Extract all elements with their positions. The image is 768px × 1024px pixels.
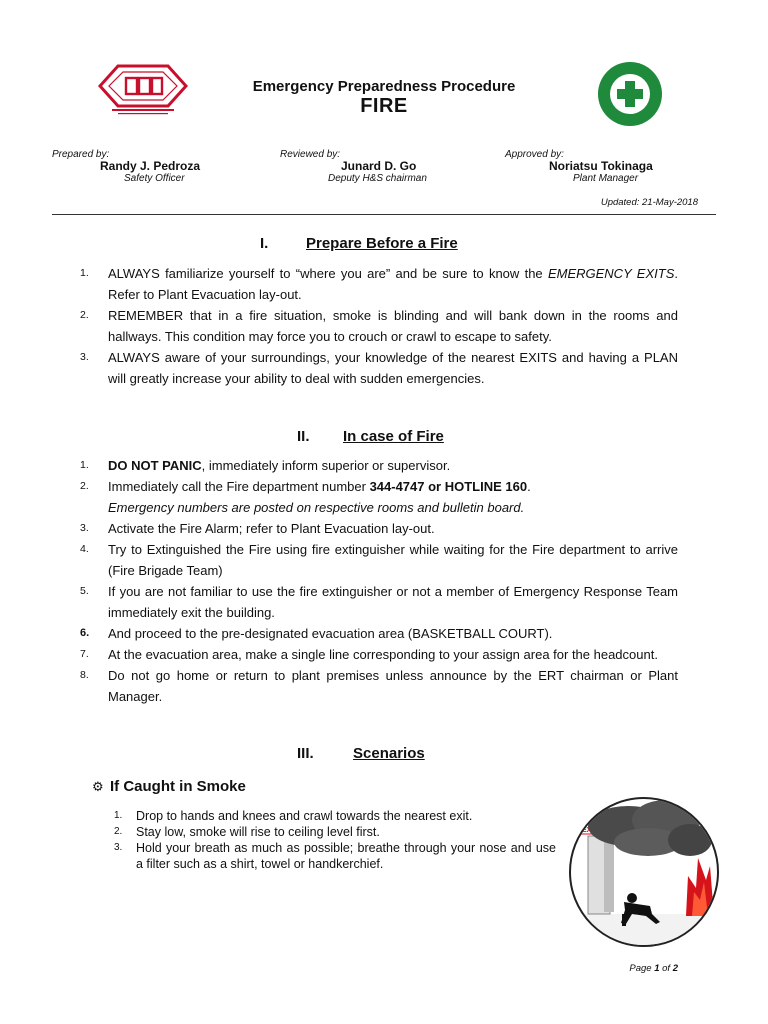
prepared-by-caption: Prepared by: <box>52 149 110 160</box>
scenario-heading <box>92 778 246 795</box>
list-item: 2. Stay low, smoke will rise to ceiling level first. <box>114 825 380 839</box>
section-3-number: III. <box>297 745 314 762</box>
list-item: 3. ALWAYS aware of your surroundings, your knowledge of the nearest EXITS and having a PLAN will greatly increase your ability to deal with sudden emergencies. <box>80 350 678 386</box>
list-item: 5. If you are not familiar to use the fire extinguisher or not a member of Emergency Response Team immediately exit the building. <box>80 584 678 620</box>
section-1-title: Prepare Before a Fire <box>306 235 458 252</box>
header-divider <box>52 214 716 215</box>
reviewed-by-caption: Reviewed by: <box>280 149 341 160</box>
approved-by-role: Plant Manager <box>573 173 639 184</box>
gear-bullet-icon: ⚙ <box>92 779 104 794</box>
section-2-number: II. <box>297 428 310 445</box>
list-item: 3. Activate the Fire Alarm; refer to Plant Evacuation lay-out. <box>80 521 435 536</box>
list-item: 7. At the evacuation area, make a single line corresponding to your assign area for the headcount. <box>80 647 658 662</box>
section-2-title: In case of Fire <box>343 428 444 445</box>
approved-by-name: Noriatsu Tokinaga <box>549 159 653 173</box>
document-subtitle: FIRE <box>360 95 408 117</box>
list-item: 1. ALWAYS familiarize yourself to “where you are” and be sure to know the EMERGENCY EXITS. Refer to Plant Evacuation lay-out. <box>80 266 678 302</box>
list-item: 1. DO NOT PANIC, immediately inform superior or supervisor. <box>80 458 451 473</box>
list-item: 6. And proceed to the pre-designated evacuation area (BASKETBALL COURT). <box>80 626 553 641</box>
section-1-number: I. <box>260 235 269 252</box>
section-1-list <box>80 263 678 389</box>
section-1-heading <box>260 235 458 252</box>
list-item: 3. Hold your breath as much as possible; breathe through your nose and use a filter such as a shirt, towel or handkerchief. <box>114 841 556 871</box>
scenario-title: If Caught in Smoke <box>110 778 246 795</box>
list-item: 2. Immediately call the Fire department number 344-4747 or HOTLINE 160. Emergency numbers are posted on respective rooms and bulletin board. <box>80 479 531 515</box>
section-2-heading <box>297 428 444 445</box>
health-safety-committee-badge <box>596 60 664 128</box>
list-item: 2. REMEMBER that in a fire situation, smoke is blinding and will bank down in the rooms and hallways. This condition may force you to crouch or crawl to escape to safety. <box>80 308 678 344</box>
reviewed-by-name: Junard D. Go <box>341 159 417 173</box>
scenario-list <box>114 808 556 872</box>
section-2-list <box>80 455 678 707</box>
prepared-by-name: Randy J. Pedroza <box>100 159 201 173</box>
smoke-crawl-illustration <box>568 796 720 948</box>
page-number: Page 1 of 2 <box>629 963 678 974</box>
section-3-heading <box>297 745 425 762</box>
updated-date: Updated: 21-May-2018 <box>600 197 698 208</box>
prepared-by-role: Safety Officer <box>124 173 185 184</box>
list-item: 8. Do not go home or return to plant premises unless announce by the ERT chairman or Plant Manager. <box>80 668 678 704</box>
reviewed-by-role: Deputy H&S chairman <box>328 173 427 184</box>
list-item: 1. Drop to hands and knees and crawl towards the nearest exit. <box>114 809 473 823</box>
list-item: 4. Try to Extinguished the Fire using fire extinguisher while waiting for the Fire department to arrive (Fire Brigade Team) <box>80 542 678 578</box>
approved-by-caption: Approved by: <box>505 149 564 160</box>
section-3-title: Scenarios <box>353 745 425 762</box>
document-title: Emergency Preparedness Procedure <box>252 78 516 95</box>
